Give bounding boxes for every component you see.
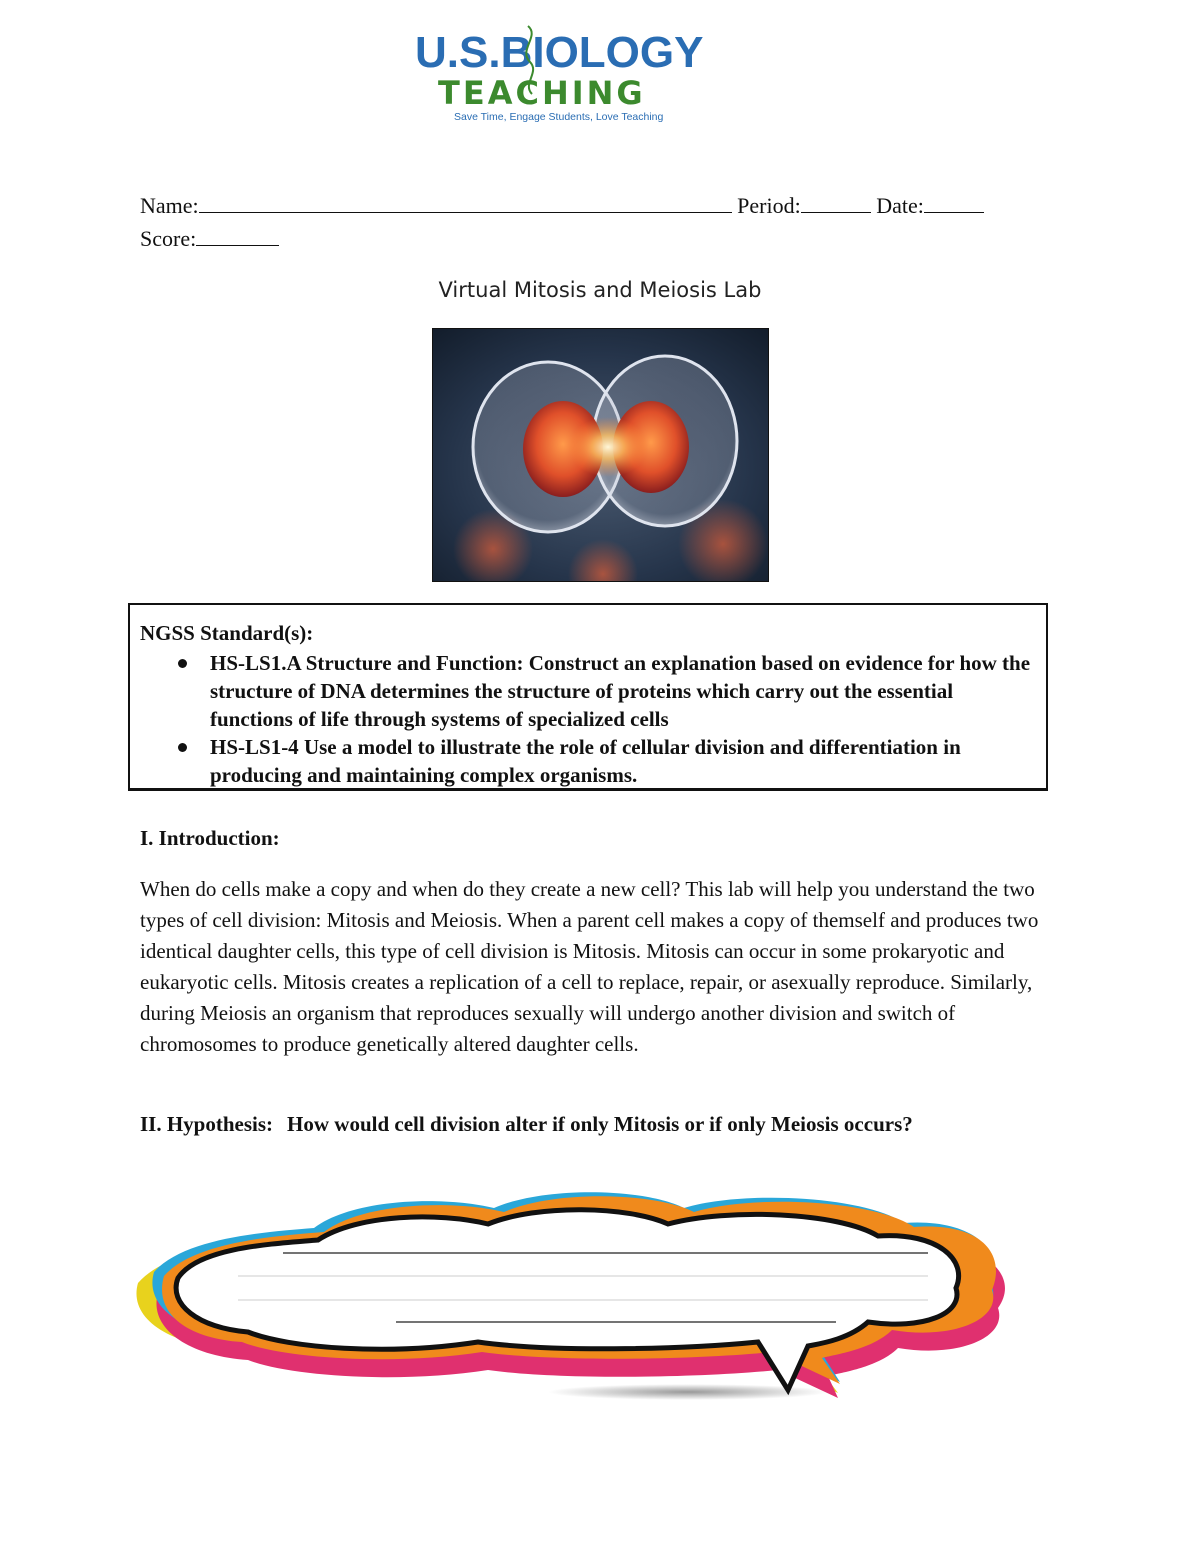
speech-bubble-cloud-icon[interactable] — [128, 1180, 1008, 1405]
ngss-standards-box — [128, 603, 1048, 791]
standard-item — [210, 733, 1036, 789]
cell-division-image — [432, 328, 769, 582]
ngss-heading: NGSS Standard(s): — [140, 621, 314, 645]
logo-tagline: Save Time, Engage Students, Love Teaching — [454, 111, 664, 123]
date-blank[interactable] — [924, 192, 984, 213]
standard-code: HS-LS1-4 — [210, 735, 299, 759]
introduction-heading: I. Introduction: — [140, 826, 280, 850]
hypothesis-heading: II. Hypothesis: — [140, 1112, 274, 1136]
score-line — [140, 225, 279, 253]
standard-item — [210, 649, 1036, 733]
name-label: Name: — [140, 193, 199, 218]
period-label: Period: — [737, 193, 801, 218]
name-period-date-line — [140, 192, 984, 220]
date-label: Date: — [876, 193, 924, 218]
standard-text: Use a model to illustrate the role of cellular division and differentiation in producing and maintaining complex organisms. — [210, 735, 961, 787]
hypothesis-question: How would cell division alter if only Mitosis or if only Meiosis occurs? — [287, 1112, 913, 1136]
hypothesis-line — [140, 1112, 913, 1137]
score-blank[interactable] — [196, 225, 279, 246]
logo-line1: U.S.BIOLOGY — [415, 28, 704, 77]
introduction-text: When do cells make a copy and when do they create a new cell? This lab will help you understand the two types of cell division: Mitosis and Meiosis. When a parent cell makes a copy of themself and produces two identical daughter cells, this type of cell division is Mitosis. Mitosis can occur in some prokaryotic and eukaryotic cells. Mitosis creates a replication of a cell to replace, repair, or asexually reproduce. Similarly, during Meiosis an organism that reproduces sexually will undergo another division and switch of chromosomes to produce genetically altered daughter cells. — [140, 877, 1039, 1056]
us-biology-teaching-logo — [400, 22, 710, 132]
name-blank[interactable] — [199, 192, 732, 213]
standard-code: HS-LS1.A — [210, 651, 301, 675]
score-label: Score: — [140, 226, 197, 251]
standard-text: Structure and Function: Construct an explanation based on evidence for how the structure of DNA determines the structure of proteins which carry out the essential functions of life through systems of specialized cells — [210, 651, 1031, 731]
page-title: Virtual Mitosis and Meiosis Lab — [438, 278, 762, 302]
period-blank[interactable] — [801, 192, 871, 213]
logo-line2: TEACHING — [438, 74, 646, 112]
ngss-standards-list — [140, 649, 1036, 789]
